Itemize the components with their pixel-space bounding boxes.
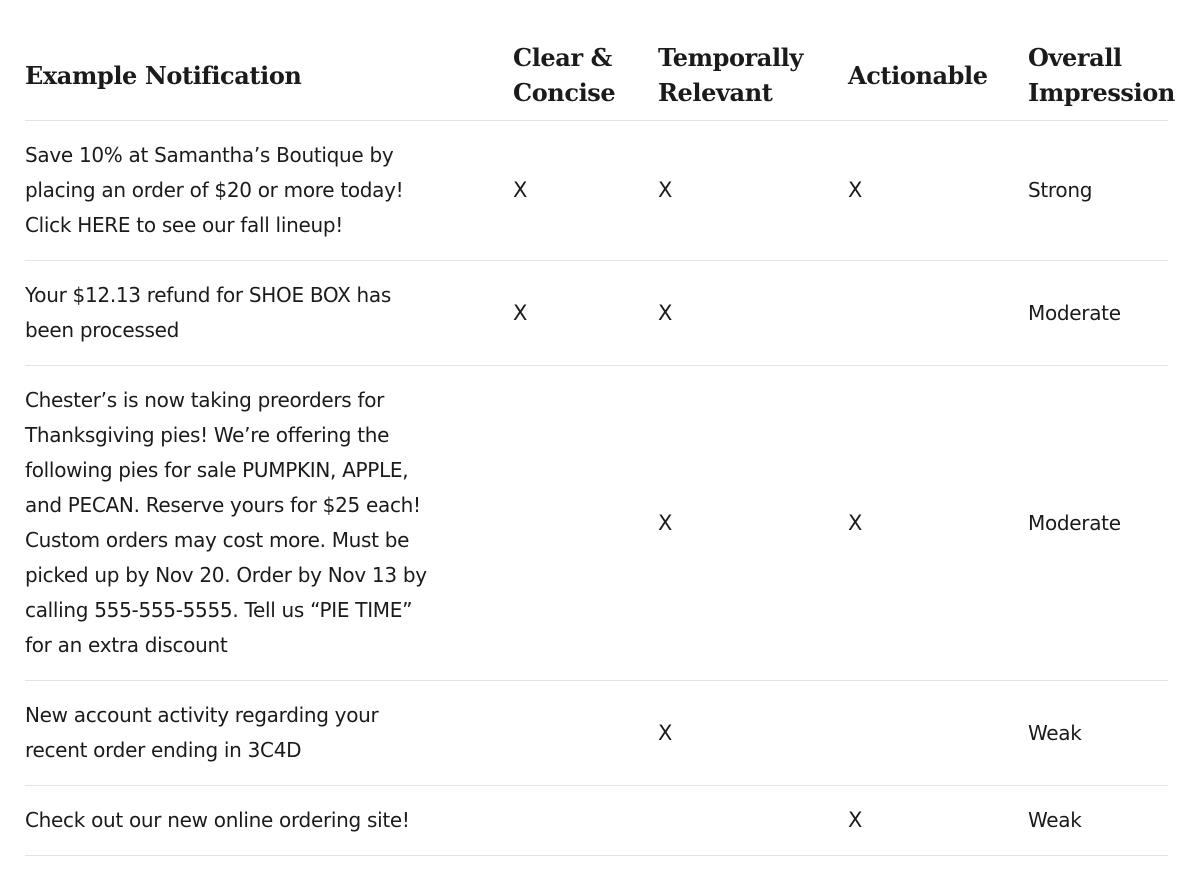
table-header bbox=[25, 30, 1175, 121]
notification-line: and PECAN. Reserve yours for $25 each! bbox=[25, 493, 421, 517]
temporally-relevant-cell bbox=[658, 786, 848, 856]
notification-line: Check out our new online ordering site! bbox=[25, 808, 410, 832]
overall-impression-cell: Moderate bbox=[1028, 261, 1168, 366]
notification-line: Custom orders may cost more. Must be bbox=[25, 528, 410, 552]
notification-line: been processed bbox=[25, 318, 179, 342]
header-example-notification bbox=[25, 30, 513, 121]
notification-text-cell bbox=[25, 786, 513, 856]
table-row bbox=[25, 786, 1168, 856]
header-row bbox=[25, 30, 1168, 121]
header-temporally-relevant bbox=[658, 30, 848, 121]
notification-line: picked up by Nov 20. Order by Nov 13 by bbox=[25, 563, 427, 587]
overall-impression-cell: Weak bbox=[1028, 681, 1168, 786]
overall-impression-cell: Strong bbox=[1028, 121, 1168, 261]
header-line: Concise bbox=[513, 78, 616, 107]
header-line: Relevant bbox=[658, 78, 773, 107]
header-overall-impression bbox=[1028, 30, 1175, 121]
clear-concise-cell: X bbox=[513, 121, 658, 261]
overall-impression-cell: Moderate bbox=[1028, 366, 1168, 681]
notification-text-cell bbox=[25, 366, 513, 681]
clear-concise-cell bbox=[513, 681, 658, 786]
notification-line: recent order ending in 3C4D bbox=[25, 738, 302, 762]
notification-line: Click HERE to see our fall lineup! bbox=[25, 213, 343, 237]
clear-concise-cell bbox=[513, 366, 658, 681]
table-row bbox=[25, 121, 1168, 261]
header-clear-concise bbox=[513, 30, 658, 121]
header-line: Actionable bbox=[848, 60, 988, 90]
temporally-relevant-cell: X bbox=[658, 261, 848, 366]
notification-line: for an extra discount bbox=[25, 633, 228, 657]
notification-line: calling 555-555-5555. Tell us “PIE TIME” bbox=[25, 598, 413, 622]
table-row bbox=[25, 261, 1168, 366]
clear-concise-cell: X bbox=[513, 261, 658, 366]
notification-text-cell bbox=[25, 261, 513, 366]
actionable-cell: X bbox=[848, 121, 1028, 261]
notification-line: Thanksgiving pies! We’re offering the bbox=[25, 423, 390, 447]
header-line: Overall bbox=[1028, 43, 1122, 72]
actionable-cell bbox=[848, 261, 1028, 366]
clear-concise-cell bbox=[513, 786, 658, 856]
notification-line: Save 10% at Samantha’s Boutique by bbox=[25, 143, 394, 167]
table-body bbox=[25, 121, 1168, 856]
notification-line: New account activity regarding your bbox=[25, 703, 379, 727]
notification-line: following pies for sale PUMPKIN, APPLE, bbox=[25, 458, 409, 482]
notification-text-cell bbox=[25, 121, 513, 261]
notification-line: placing an order of $20 or more today! bbox=[25, 178, 404, 202]
notification-comparison-table bbox=[25, 30, 1175, 856]
temporally-relevant-cell: X bbox=[658, 366, 848, 681]
table-row bbox=[25, 681, 1168, 786]
actionable-cell: X bbox=[848, 786, 1028, 856]
header-line: Impression bbox=[1028, 78, 1175, 107]
header-line: Temporally bbox=[658, 43, 803, 72]
notification-line: Chester’s is now taking preorders for bbox=[25, 388, 385, 412]
temporally-relevant-cell: X bbox=[658, 121, 848, 261]
header-line: Example Notification bbox=[25, 60, 302, 90]
header-line: Clear & bbox=[513, 43, 612, 72]
actionable-cell bbox=[848, 681, 1028, 786]
notification-line: Your $12.13 refund for SHOE BOX has bbox=[25, 283, 391, 307]
table-row bbox=[25, 366, 1168, 681]
overall-impression-cell: Weak bbox=[1028, 786, 1168, 856]
actionable-cell: X bbox=[848, 366, 1028, 681]
header-actionable bbox=[848, 30, 1028, 121]
notification-text-cell bbox=[25, 681, 513, 786]
temporally-relevant-cell: X bbox=[658, 681, 848, 786]
